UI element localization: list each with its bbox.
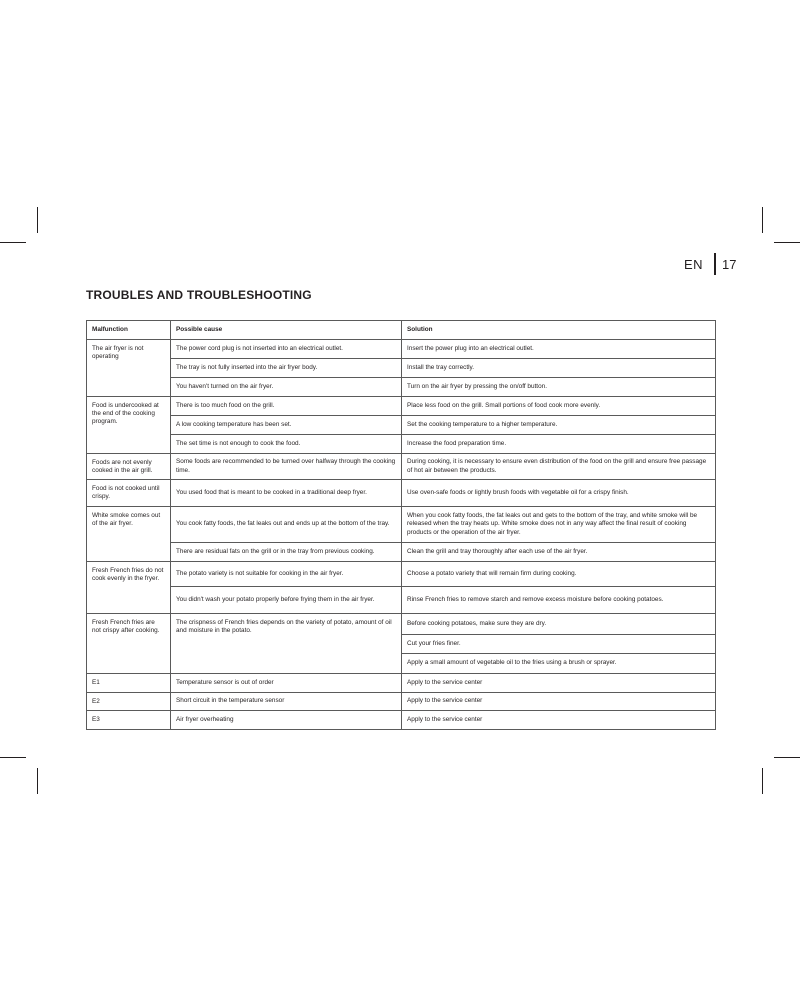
language-label: EN bbox=[684, 257, 704, 272]
malfunction-cell: Fresh French fries do not cook evenly in the fryer. bbox=[87, 562, 171, 614]
solution-cell: Cut your fries finer. bbox=[402, 635, 716, 654]
solution-cell: Clean the grill and tray thoroughly after each use of the air fryer. bbox=[402, 543, 716, 562]
troubleshooting-table bbox=[86, 320, 716, 730]
solution-cell: When you cook fatty foods, the fat leaks out and gets to the bottom of the tray, and white smoke will be released when the tray heats up. White smoke does not in any way affect the final result of cooking products or the operation of the air fryer. bbox=[402, 507, 716, 543]
cause-cell: You didn't wash your potato properly before frying them in the air fryer. bbox=[171, 587, 402, 614]
crop-mark bbox=[762, 768, 763, 794]
crop-mark bbox=[37, 768, 38, 794]
solution-cell: Apply to the service center bbox=[402, 674, 716, 693]
table-row bbox=[87, 435, 716, 454]
crop-mark bbox=[37, 207, 38, 233]
cause-cell: The tray is not fully inserted into the air fryer body. bbox=[171, 359, 402, 378]
table-row bbox=[87, 614, 716, 635]
malfunction-cell: Food is not cooked until crispy. bbox=[87, 480, 171, 507]
column-header-cause: Possible cause bbox=[171, 321, 402, 340]
cause-cell: The set time is not enough to cook the food. bbox=[171, 435, 402, 454]
crop-mark bbox=[774, 242, 800, 243]
malfunction-cell: The air fryer is not operating bbox=[87, 340, 171, 397]
table-row bbox=[87, 340, 716, 359]
table-row bbox=[87, 587, 716, 614]
table-row bbox=[87, 711, 716, 730]
cause-cell: Short circuit in the temperature sensor bbox=[171, 693, 402, 711]
solution-cell: Increase the food preparation time. bbox=[402, 435, 716, 454]
cause-cell: You cook fatty foods, the fat leaks out and ends up at the bottom of the tray. bbox=[171, 507, 402, 543]
solution-cell: Turn on the air fryer by pressing the on/off button. bbox=[402, 378, 716, 397]
cause-cell: The power cord plug is not inserted into an electrical outlet. bbox=[171, 340, 402, 359]
malfunction-cell: Fresh French fries are not crispy after cooking. bbox=[87, 614, 171, 674]
table-row bbox=[87, 693, 716, 711]
solution-cell: Apply a small amount of vegetable oil to the fries using a brush or sprayer. bbox=[402, 654, 716, 674]
table-row bbox=[87, 359, 716, 378]
column-header-malfunction: Malfunction bbox=[87, 321, 171, 340]
solution-cell: Apply to the service center bbox=[402, 711, 716, 730]
solution-cell: Apply to the service center bbox=[402, 693, 716, 711]
cause-cell: Some foods are recommended to be turned over halfway through the cooking time. bbox=[171, 454, 402, 480]
solution-cell: Place less food on the grill. Small portions of food cook more evenly. bbox=[402, 397, 716, 416]
solution-cell: Insert the power plug into an electrical outlet. bbox=[402, 340, 716, 359]
solution-cell: During cooking, it is necessary to ensure even distribution of the food on the grill and ensure free passage of hot air between the products. bbox=[402, 454, 716, 480]
table-row bbox=[87, 397, 716, 416]
table-row bbox=[87, 543, 716, 562]
crop-mark bbox=[0, 242, 26, 243]
cause-cell: The potato variety is not suitable for cooking in the air fryer. bbox=[171, 562, 402, 587]
cause-cell: There is too much food on the grill. bbox=[171, 397, 402, 416]
crop-mark bbox=[0, 757, 26, 758]
malfunction-cell: E3 bbox=[87, 711, 171, 730]
cause-cell: A low cooking temperature has been set. bbox=[171, 416, 402, 435]
malfunction-cell: White smoke comes out of the air fryer. bbox=[87, 507, 171, 562]
solution-cell: Choose a potato variety that will remain firm during cooking. bbox=[402, 562, 716, 587]
malfunction-cell: E2 bbox=[87, 693, 171, 711]
crop-mark bbox=[774, 757, 800, 758]
table-row bbox=[87, 562, 716, 587]
solution-cell: Set the cooking temperature to a higher temperature. bbox=[402, 416, 716, 435]
page-title: TROUBLES AND TROUBLESHOOTING bbox=[86, 288, 312, 302]
table-row bbox=[87, 416, 716, 435]
header-divider bbox=[714, 253, 716, 275]
table-row bbox=[87, 480, 716, 507]
table-row bbox=[87, 454, 716, 480]
column-header-solution: Solution bbox=[402, 321, 716, 340]
solution-cell: Before cooking potatoes, make sure they are dry. bbox=[402, 614, 716, 635]
crop-mark bbox=[762, 207, 763, 233]
malfunction-cell: E1 bbox=[87, 674, 171, 693]
malfunction-cell: Foods are not evenly cooked in the air grill. bbox=[87, 454, 171, 480]
table-row bbox=[87, 674, 716, 693]
table-row bbox=[87, 507, 716, 543]
malfunction-cell: Food is undercooked at the end of the cooking program. bbox=[87, 397, 171, 454]
solution-cell: Install the tray correctly. bbox=[402, 359, 716, 378]
cause-cell: Temperature sensor is out of order bbox=[171, 674, 402, 693]
cause-cell: You used food that is meant to be cooked in a traditional deep fryer. bbox=[171, 480, 402, 507]
cause-cell: Air fryer overheating bbox=[171, 711, 402, 730]
cause-cell: You haven't turned on the air fryer. bbox=[171, 378, 402, 397]
solution-cell: Rinse French fries to remove starch and remove excess moisture before cooking potatoes. bbox=[402, 587, 716, 614]
cause-cell: The crispness of French fries depends on the variety of potato, amount of oil and moisture in the potato. bbox=[171, 614, 402, 674]
solution-cell: Use oven-safe foods or lightly brush foods with vegetable oil for a crispy finish. bbox=[402, 480, 716, 507]
cause-cell: There are residual fats on the grill or in the tray from previous cooking. bbox=[171, 543, 402, 562]
table-row bbox=[87, 378, 716, 397]
page-number: 17 bbox=[722, 257, 737, 272]
table-header-row bbox=[87, 321, 716, 340]
